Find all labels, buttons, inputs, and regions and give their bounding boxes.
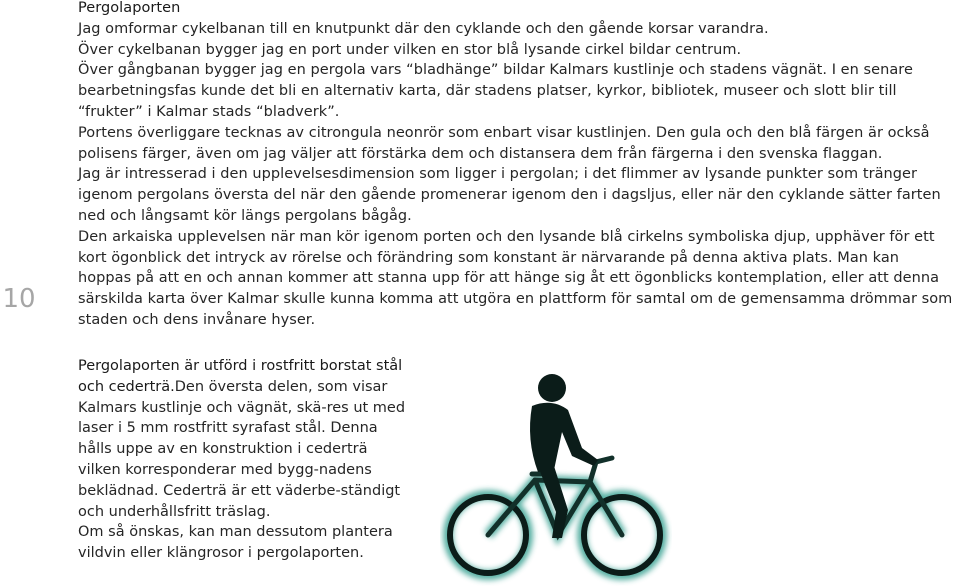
paragraph-3: Över gångbanan bygger jag en pergola vars “bladhänge” bildar Kalmars kustlinje och stadens vägnät. I en senare bearbetningsfas kunde det bli en alternativ karta, där stadens platser, kyrkor, bibliotek, museer och slott blir till “frukter” i Kalmar stads “bladverk”. bbox=[78, 62, 913, 120]
article-title: Pergolaporten bbox=[78, 0, 181, 16]
page-number: 10 bbox=[2, 284, 36, 314]
planting-note: Om så önskas, kan man dessutom plantera vildvin eller klängrosor i pergolaporten. bbox=[78, 524, 393, 562]
material-note bbox=[78, 356, 408, 564]
paragraph-1: Jag omformar cykelbanan till en knutpunkt där den cyklande och den gående korsar varandra. bbox=[78, 20, 769, 37]
paragraph-4: Portens överliggare tecknas av citrongula neonrör som enbart visar kustlinjen. Den gula och den blå färgen är också polisens färger, även om jag väljer att förstärka dem och distansera dem från färgerna i den svenska flaggan. bbox=[78, 124, 930, 162]
material-lead: Pergolaporten är utförd i rostfritt borstat stål och cederträ. bbox=[78, 358, 403, 395]
paragraph-5: Jag är intresserad i den upplevelsesdimension som ligger i pergolan; i det flimmer av lysande punkter som tränger igenom pergolans översta del när den gående promenerar igenom den i dagsljus, eller när den cyklande sätter farten ned och långsamt kör längs pergolans bågåg. bbox=[78, 166, 941, 224]
material-paragraph bbox=[78, 356, 408, 522]
material-details: Den översta delen, som visar Kalmars kustlinje och vägnät, skä-res ut med laser i 5 mm rostfritt syrafast stål. Denna hålls uppe av en konstruktion i cederträ vilken korresponderar med bygg-nadens beklädnad. Cederträ är ett väderbe-ständigt och underhållsfritt träslag. bbox=[78, 378, 406, 520]
cyclist-image bbox=[440, 370, 672, 586]
paragraph-2: Över cykelbanan bygger jag en port under vilken en stor blå lysande cirkel bildar centrum. bbox=[78, 41, 742, 58]
paragraph-6: Den arkaiska upplevelsen när man kör igenom porten och den lysande blå cirkelns symboliska djup, upphäver för ett kort ögonblick det intryck av rörelse och förändring som konstant är närvarande på denna aktiva plats. Man kan hoppas på att en och annan kommer att stanna upp för att hänge sig åt ett ögonblicks kontemplation, eller att denna särskilda karta över Kalmar skulle kunna komma att utgöra en plattform för samtal om de gemensamma drömmar som staden och dens invånare hyser. bbox=[78, 228, 953, 328]
article-body bbox=[78, 0, 956, 331]
